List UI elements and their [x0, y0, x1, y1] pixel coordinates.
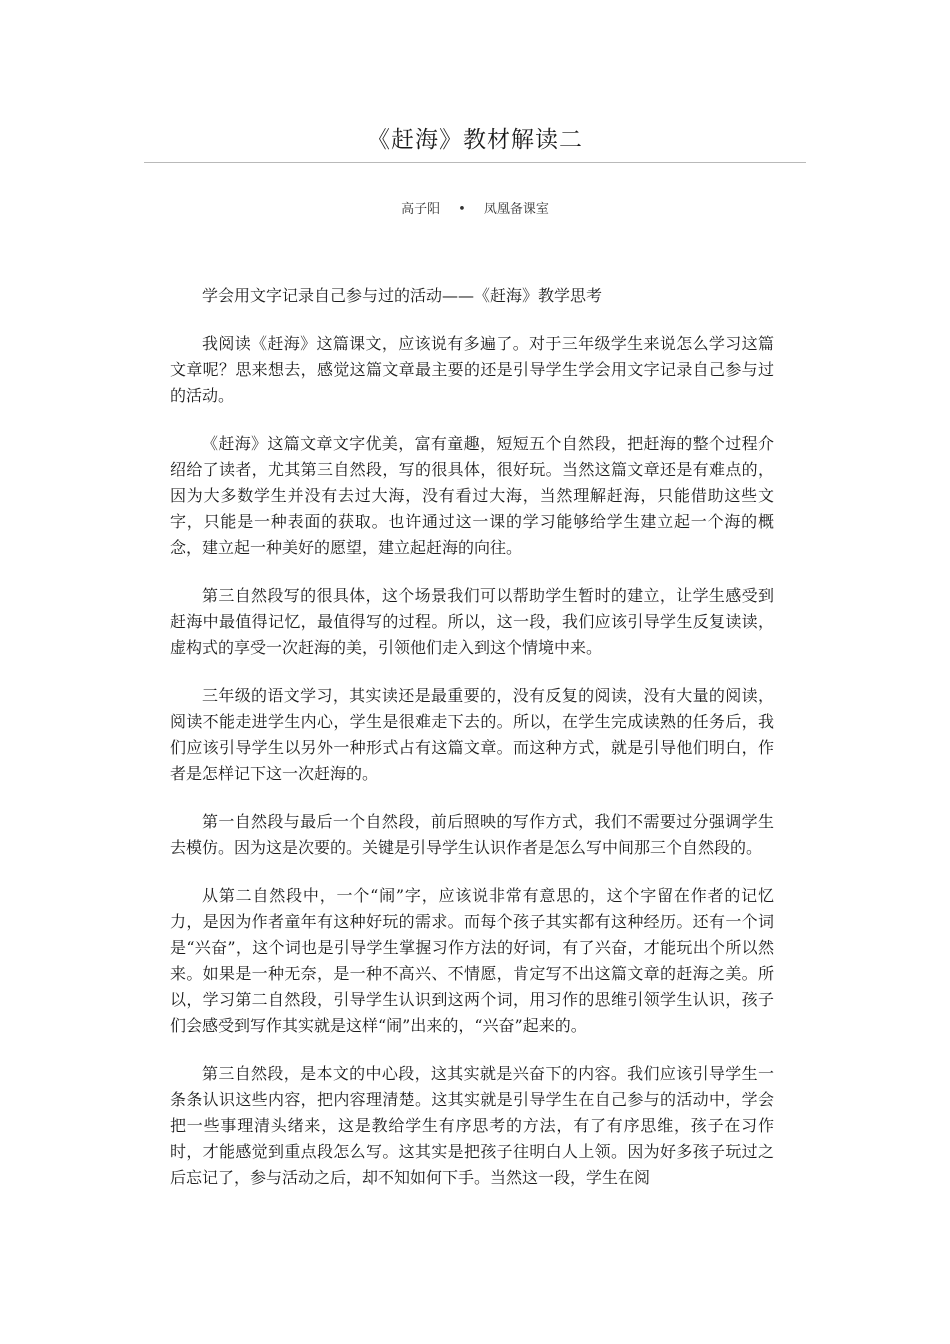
paragraph: 第三自然段，是本文的中心段，这其实就是兴奋下的内容。我们应该引导学生一条条认识这些内容，把内容理清楚。这其实就是引导学生在自己参与的活动中，学会把一些事理清头绪来，这是教给学生有序思考的方法，有了有序思维，孩子在习作时，才能感觉到重点段怎么写。这其实是把孩子往明白人上领。因为好多孩子玩过之后忘记了，参与活动之后，却不知如何下手。当然这一段，学生在阅 — [170, 1064, 774, 1187]
byline — [144, 198, 806, 222]
document-title: 《赶海》教材解读二 — [367, 127, 583, 153]
author-name: 高子阳 — [401, 202, 441, 217]
byline-separator: • — [458, 202, 466, 217]
paragraph: 三年级的语文学习，其实读还是最重要的，没有反复的阅读，没有大量的阅读，阅读不能走进学生内心，学生是很难走下去的。所以，在学生完成读熟的任务后，我们应该引导学生以另外一种形式占有这篇文章。而这种方式，就是引导他们明白，作者是怎样记下这一次赶海的。 — [170, 686, 774, 783]
paragraph: 第一自然段与最后一个自然段，前后照映的写作方式，我们不需要过分强调学生去模仿。因为这是次要的。关键是引导学生认识作者是怎么写中间那三个自然段的。 — [170, 812, 774, 857]
title-divider — [144, 162, 806, 163]
paragraph: 第三自然段写的很具体，这个场景我们可以帮助学生暂时的建立，让学生感受到赶海中最值得记忆，最值得写的过程。所以，这一段，我们应该引导学生反复读读，虚构式的享受一次赶海的美，引领他们走入到这个情境中来。 — [170, 586, 774, 657]
paragraph: 从第二自然段中，一个“闹”字，应该说非常有意思的，这个字留在作者的记忆力，是因为作者童年有这种好玩的需求。而每个孩子其实都有这种经历。还有一个词是“兴奋”，这个词也是引导学生掌握习作方法的好词，有了兴奋，才能玩出个所以然来。如果是一种无奈，是一种不高兴、不情愿，肯定写不出这篇文章的赶海之美。所以，学习第二自然段，引导学生认识到这两个词，用习作的思维引领学生认识，孩子们会感受到写作其实就是这样“闹”出来的，“兴奋”起来的。 — [170, 886, 774, 1035]
source-name: 凤凰备课室 — [483, 202, 549, 217]
paragraph: 《赶海》这篇文章文字优美，富有童趣，短短五个自然段，把赶海的整个过程介绍给了读者，尤其第三自然段，写的很具体，很好玩。当然这篇文章还是有难点的，因为大多数学生并没有去过大海，没有看过大海，当然理解赶海，只能借助这些文字，只能是一种表面的获取。也许通过这一课的学习能够给学生建立起一个海的概念，建立起一种美好的愿望，建立起赶海的向往。 — [170, 434, 774, 557]
paragraph: 我阅读《赶海》这篇课文，应该说有多遍了。对于三年级学生来说怎么学习这篇文章呢？思来想去，感觉这篇文章最主要的还是引导学生学会用文字记录自己参与过的活动。 — [170, 334, 774, 405]
article-body — [170, 283, 774, 1213]
paragraph-subtitle: 学会用文字记录自己参与过的活动——《赶海》教学思考 — [202, 286, 603, 305]
